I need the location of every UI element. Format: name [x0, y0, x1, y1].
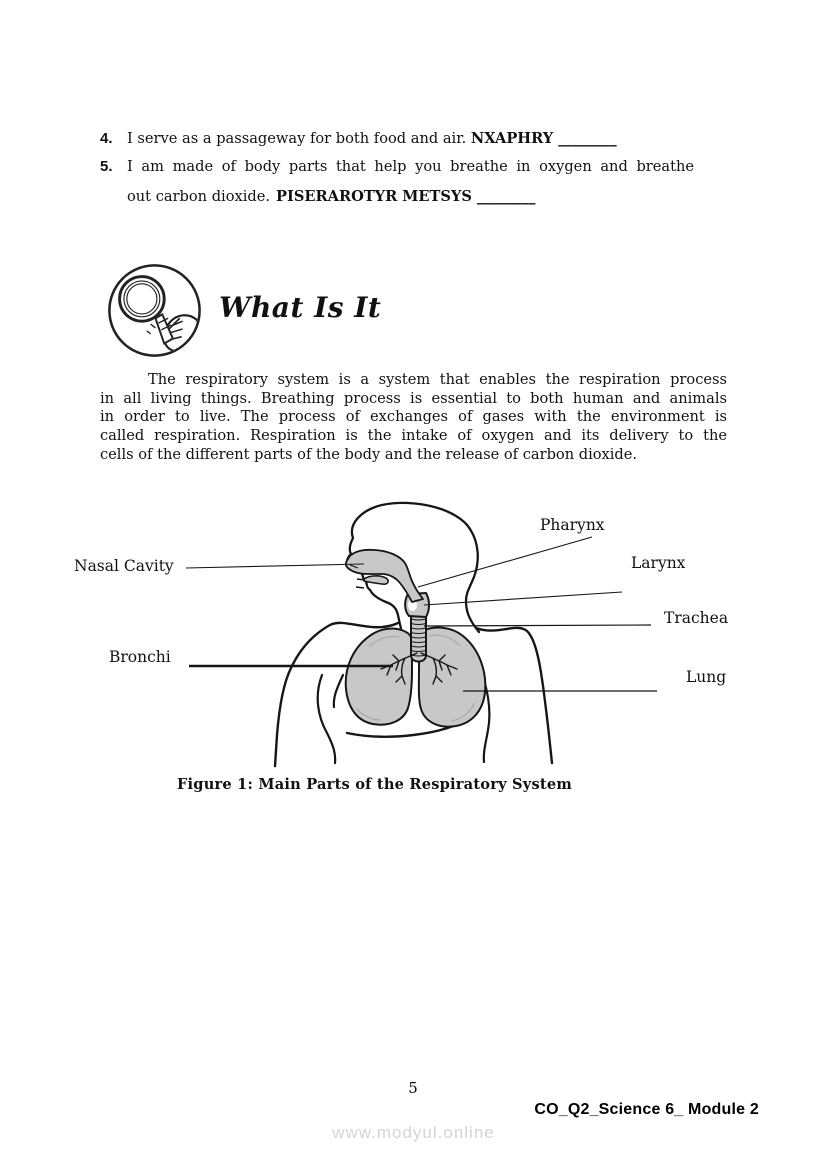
label-bronchi: Bronchi: [109, 648, 171, 666]
respiratory-diagram: [0, 495, 827, 797]
label-lung: Lung: [686, 668, 727, 686]
label-larynx: Larynx: [631, 554, 686, 572]
item-question-line1: I am made of body parts that help you breathe in oxygen and breathe: [127, 158, 694, 175]
paragraph-line: in all living things. Breathing process is essential to both human and animals: [100, 389, 727, 407]
intro-paragraph: [100, 371, 727, 465]
item-answer: NXAPHRY ________: [470, 130, 617, 147]
paragraph-line: cells of the different parts of the body and the release of carbon dioxide.: [100, 445, 638, 463]
section-header: [106, 262, 381, 359]
page-number: 5: [408, 1079, 418, 1097]
item-text: [127, 157, 694, 207]
magnifier-hand-icon-svg: [106, 262, 203, 359]
figure-caption: Figure 1: Main Parts of the Respiratory System: [177, 776, 572, 793]
item-number: 5.: [100, 158, 113, 175]
module-code: CO_Q2_Science 6_ Module 2: [534, 1101, 759, 1118]
item-question: I serve as a passageway for both food and air.: [127, 130, 467, 147]
magnifier-hand-icon: [106, 262, 203, 359]
paragraph-line: in order to live. The process of exchanges of gases with the environment is: [100, 408, 727, 426]
label-nasal-cavity: Nasal Cavity: [74, 557, 174, 575]
item-answer: PISERAROTYR METSYS ________: [276, 187, 536, 205]
left-side-line: [334, 675, 343, 707]
section-heading: What Is It: [219, 291, 382, 324]
quiz-item-4: [100, 129, 617, 149]
nasal-cavity-leader-line: [186, 564, 364, 568]
item-question-line2: [127, 187, 694, 207]
label-trachea: Trachea: [664, 609, 729, 627]
lip-marks: [356, 579, 365, 588]
right-lung: [419, 628, 485, 727]
quiz-item-5: [100, 157, 694, 207]
label-pharynx: Pharynx: [540, 516, 605, 534]
paragraph-line: The respiratory system is a system that enables the respiration process: [148, 371, 727, 388]
item-text: [127, 129, 617, 149]
figure-1: [0, 495, 827, 797]
item-number: 4.: [100, 130, 113, 147]
item-question-line2-text: out carbon dioxide.: [127, 187, 271, 205]
left-armpit-line: [318, 675, 335, 763]
paragraph-line: called respiration. Respiration is the intake of oxygen and its delivery to the: [100, 427, 727, 445]
watermark-text: www.modyul.online: [332, 1123, 495, 1142]
